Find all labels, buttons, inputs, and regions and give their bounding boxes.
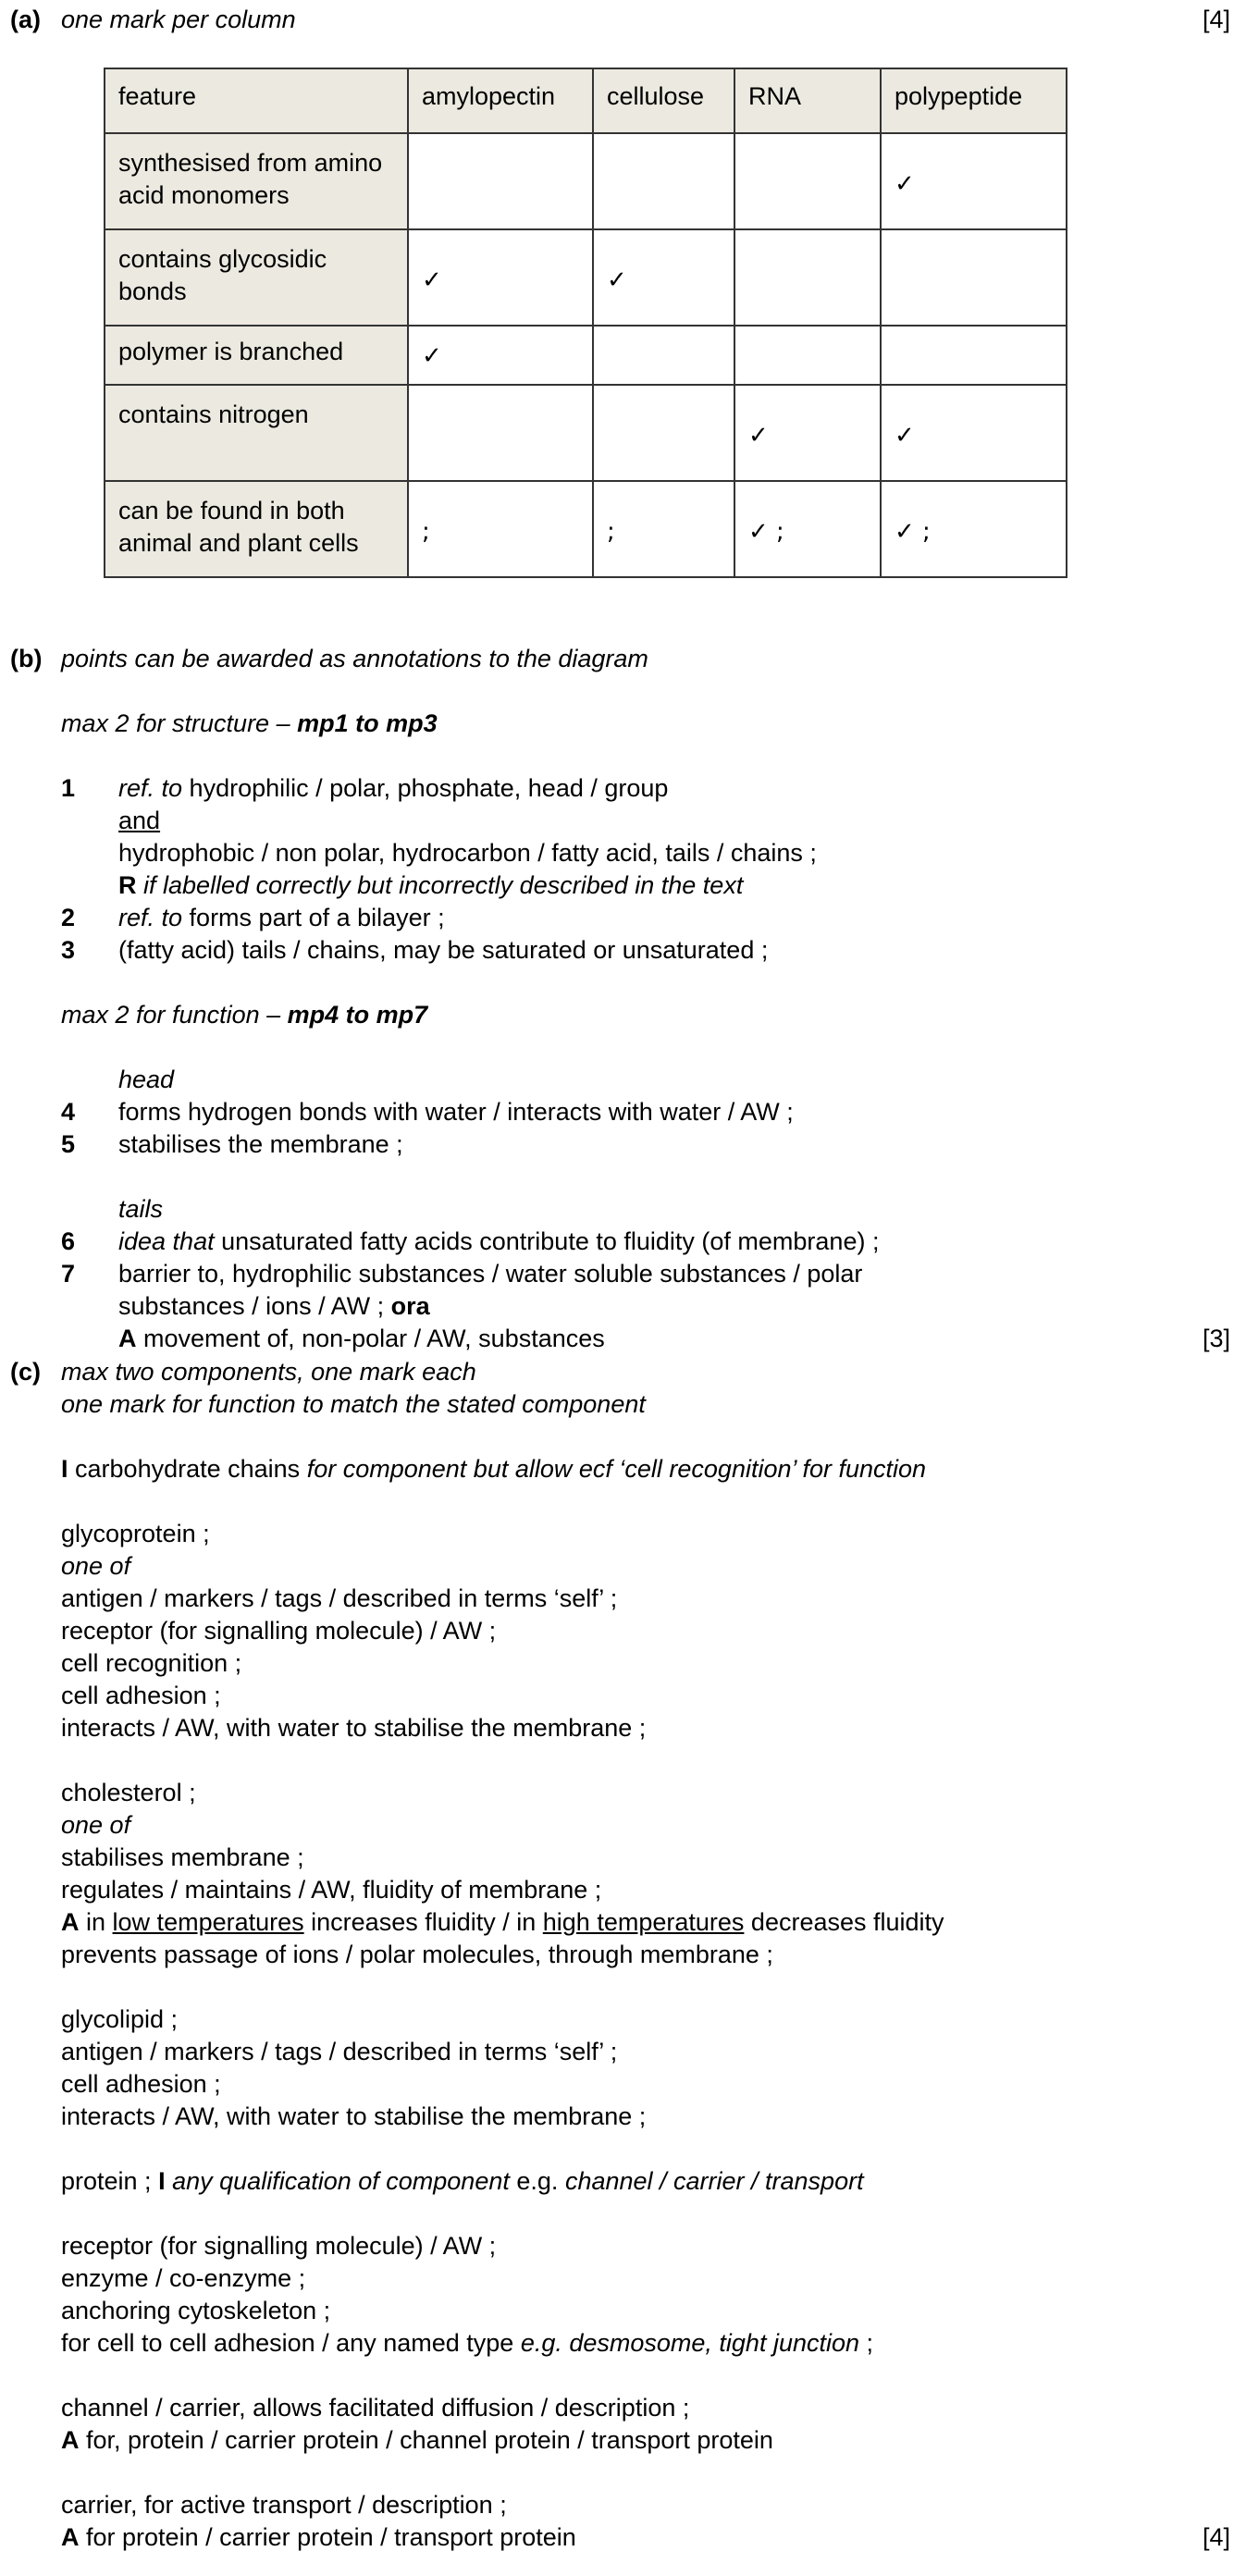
mark-cell: ; <box>408 481 593 577</box>
feature-cell: contains glycosidic bonds <box>105 229 408 326</box>
feature-cell: can be found in both animal and plant cells <box>105 481 408 577</box>
mark-cell: ✓ <box>881 133 1067 229</box>
cholesterol-accept: A in low temperatures increases fluidity / in high temperatures decreases fluidity <box>61 1908 944 1936</box>
mp-number: 7 <box>61 1260 76 1288</box>
mark-cell: ✓ <box>593 229 734 326</box>
header-cellulose: cellulose <box>593 68 734 133</box>
mark-cell <box>881 229 1067 326</box>
glycoprotein-line: receptor (for signalling molecule) / AW ; <box>61 1617 497 1645</box>
header-rna: RNA <box>734 68 881 133</box>
glycolipid-line: glycolipid ; <box>61 2005 179 2033</box>
mp1-line3: hydrophobic / non polar, hydrocarbon / fatty acid, tails / chains ; <box>118 839 817 867</box>
ignore-note: I carbohydrate chains for component but allow ecf ‘cell recognition’ for function <box>61 1455 927 1483</box>
protein-function: anchoring cytoskeleton ; <box>61 2297 331 2324</box>
cholesterol-line: one of <box>61 1811 131 1839</box>
header-feature: feature <box>105 68 408 133</box>
feature-cell: synthesised from amino acid monomers <box>105 133 408 229</box>
part-c-label: (c) <box>10 1358 41 1386</box>
glycoprotein-line: cell adhesion ; <box>61 1682 221 1709</box>
table-row <box>105 133 1067 229</box>
mark-cell <box>881 326 1067 385</box>
mark-cell <box>734 326 881 385</box>
carrier-accept: A for protein / carrier protein / transport protein <box>61 2523 576 2551</box>
mark-cell: ✓ ; <box>734 481 881 577</box>
channel-accept: A for, protein / carrier protein / channel protein / transport protein <box>61 2426 773 2454</box>
mark-cell: ✓ <box>408 326 593 385</box>
cholesterol-line: cholesterol ; <box>61 1779 196 1806</box>
mp7-line1: barrier to, hydrophilic substances / water soluble substances / polar <box>118 1260 863 1288</box>
mark-cell: ✓ ; <box>881 481 1067 577</box>
mp-number: 3 <box>61 936 76 964</box>
glycoprotein-line: antigen / markers / tags / described in terms ‘self’ ; <box>61 1584 618 1612</box>
mark-cell <box>593 133 734 229</box>
part-a-label: (a) <box>10 6 41 33</box>
protein-function: receptor (for signalling molecule) / AW ; <box>61 2232 497 2260</box>
mark-cell <box>734 229 881 326</box>
protein-line: protein ; I any qualification of component e.g. channel / carrier / transport <box>61 2167 864 2195</box>
head-label: head <box>118 1066 175 1093</box>
mp1-and: and <box>118 807 161 834</box>
mp2-text: ref. to forms part of a bilayer ; <box>118 904 445 931</box>
protein-function: for cell to cell adhesion / any named type e.g. desmosome, tight junction ; <box>61 2329 874 2357</box>
mp7-line3: A movement of, non-polar / AW, substances <box>118 1325 605 1352</box>
glycoprotein-line: one of <box>61 1552 131 1580</box>
table-header-row <box>105 68 1067 133</box>
part-a-note: one mark per column <box>61 6 296 33</box>
table-row <box>105 385 1067 481</box>
cholesterol-line: stabilises membrane ; <box>61 1843 304 1871</box>
mp3-text: (fatty acid) tails / chains, may be saturated or unsaturated ; <box>118 936 769 964</box>
glycolipid-line: antigen / markers / tags / described in terms ‘self’ ; <box>61 2038 618 2065</box>
mp7-line2: substances / ions / AW ; ora <box>118 1292 430 1320</box>
mark-cell <box>408 385 593 481</box>
table-row <box>105 326 1067 385</box>
part-a-marks: [4] <box>1203 6 1231 33</box>
mark-scheme-table <box>104 68 1067 578</box>
mp4-text: forms hydrogen bonds with water / interacts with water / AW ; <box>118 1098 794 1126</box>
glycoprotein-line: interacts / AW, with water to stabilise the membrane ; <box>61 1714 647 1742</box>
mark-cell <box>734 133 881 229</box>
glycoprotein-line: cell recognition ; <box>61 1649 242 1677</box>
part-b-note: points can be awarded as annotations to the diagram <box>61 645 648 672</box>
cholesterol-line: regulates / maintains / AW, fluidity of membrane ; <box>61 1876 602 1904</box>
mp-number: 1 <box>61 774 76 802</box>
mp6-text: idea that unsaturated fatty acids contribute to fluidity (of membrane) ; <box>118 1227 880 1255</box>
tails-label: tails <box>118 1195 164 1223</box>
part-c-marks: [4] <box>1203 2523 1231 2551</box>
part-c-note2: one mark for function to match the stated component <box>61 1390 646 1418</box>
function-heading: max 2 for function – mp4 to mp7 <box>61 1001 428 1029</box>
mark-cell: ; <box>593 481 734 577</box>
mp5-text: stabilises the membrane ; <box>118 1130 403 1158</box>
part-b-label: (b) <box>10 645 43 672</box>
mp-number: 4 <box>61 1098 76 1126</box>
feature-cell: polymer is branched <box>105 326 408 385</box>
mp1-reject: R if labelled correctly but incorrectly described in the text <box>118 871 744 899</box>
glycolipid-line: cell adhesion ; <box>61 2070 221 2098</box>
mp-number: 5 <box>61 1130 76 1158</box>
mark-cell <box>593 385 734 481</box>
part-b-marks: [3] <box>1203 1325 1231 1352</box>
header-amylopectin: amylopectin <box>408 68 593 133</box>
glycoprotein-line: glycoprotein ; <box>61 1520 210 1547</box>
mp-number: 2 <box>61 904 76 931</box>
glycolipid-line: interacts / AW, with water to stabilise the membrane ; <box>61 2102 647 2130</box>
table-row <box>105 481 1067 577</box>
mark-cell <box>408 133 593 229</box>
mark-cell: ✓ <box>734 385 881 481</box>
mark-cell: ✓ <box>408 229 593 326</box>
header-polypeptide: polypeptide <box>881 68 1067 133</box>
part-c-note1: max two components, one mark each <box>61 1358 476 1386</box>
protein-function: enzyme / co-enzyme ; <box>61 2264 306 2292</box>
structure-heading: max 2 for structure – mp1 to mp3 <box>61 709 438 737</box>
carrier-line: carrier, for active transport / description ; <box>61 2491 507 2519</box>
mark-cell <box>593 326 734 385</box>
feature-cell: contains nitrogen <box>105 385 408 481</box>
mark-cell: ✓ <box>881 385 1067 481</box>
channel-line: channel / carrier, allows facilitated diffusion / description ; <box>61 2394 690 2422</box>
table-row <box>105 229 1067 326</box>
mp1-line1: ref. to hydrophilic / polar, phosphate, head / group <box>118 774 669 802</box>
cholesterol-line: prevents passage of ions / polar molecules, through membrane ; <box>61 1941 773 1968</box>
mp-number: 6 <box>61 1227 76 1255</box>
